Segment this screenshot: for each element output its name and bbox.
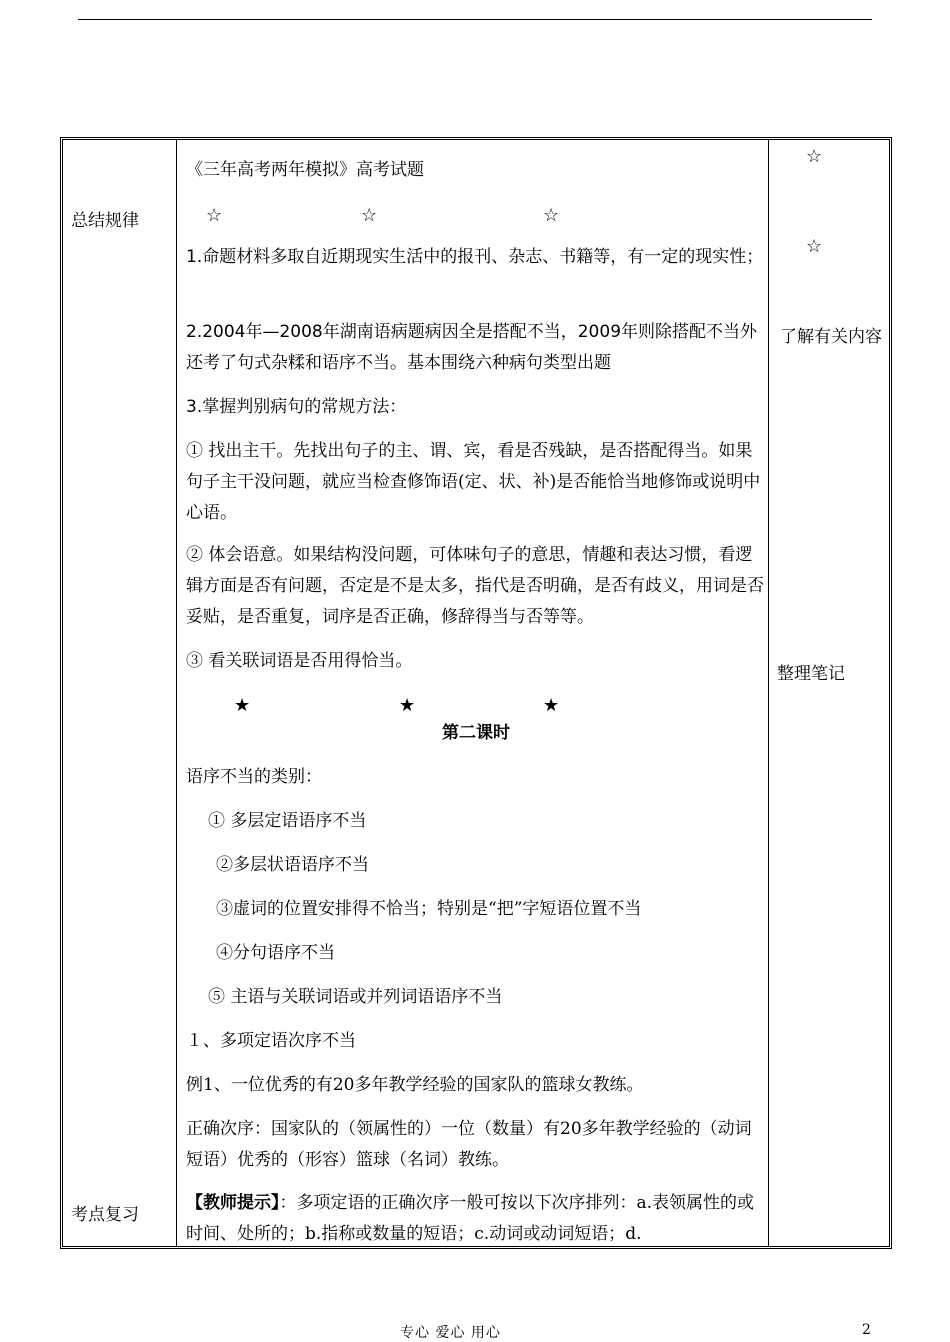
note-star-2: ☆ bbox=[806, 236, 823, 257]
hollow-star: ☆ bbox=[361, 205, 378, 226]
hollow-star: ☆ bbox=[206, 205, 223, 226]
point-1: 1.命题材料多取自近期现实生活中的报刊、杂志、书籍等，有一定的现实性； bbox=[186, 247, 764, 267]
point-2: 2.2004年—2008年湖南语病题病因全是搭配不当，2009年则除搭配不当外还考了句式杂糅和语序不当。基本围绕六种病句类型出题 bbox=[186, 322, 758, 373]
content-column bbox=[186, 140, 766, 1245]
method-2: ② 体会语意。如果结构没问题，可体味句子的意思，情趣和表达习惯，看逻辑方面是否有问题，否定是不是太多，指代是否明确，是否有歧义，用词是否妥贴，是否重复，词序是否正确，修辞得当与否等等。 bbox=[186, 545, 764, 627]
category-item: ②多层状语语序不当 bbox=[216, 855, 369, 875]
column-divider-right bbox=[768, 140, 769, 1246]
solid-star: ★ bbox=[399, 695, 416, 716]
solid-star: ★ bbox=[234, 695, 251, 716]
column-divider-left bbox=[176, 140, 177, 1246]
solid-star: ★ bbox=[543, 695, 560, 716]
header-rule bbox=[78, 19, 872, 20]
method-1: ① 找出主干。先找出句子的主、谓、宾，看是否残缺，是否搭配得当。如果句子主干没问题，就应当检查修饰语(定、状、补)是否能恰当地修饰或说明中心语。 bbox=[186, 441, 761, 523]
note-understand: 了解有关内容 bbox=[780, 327, 882, 347]
teacher-tip-label: 【教师提示】 bbox=[186, 1193, 280, 1213]
page-number: 2 bbox=[862, 1322, 871, 1338]
teacher-tip bbox=[186, 1188, 766, 1250]
solid-stars-row bbox=[186, 690, 766, 721]
example-1: 例1、一位优秀的有20多年教学经验的国家队的篮球女教练。 bbox=[186, 1075, 644, 1095]
category-item: ⑤ 主语与关联词语或并列词语语序不当 bbox=[208, 987, 503, 1007]
teacher-tip-text: ：多项定语的正确次序一般可按以下次序排列：a.表领属性的或时间、处所的；b.指称或数量的短语；c.动词或动词短语；d. bbox=[186, 1193, 755, 1244]
lesson-plan-table bbox=[60, 137, 892, 1249]
section-1-heading: １、多项定语次序不当 bbox=[186, 1031, 356, 1051]
source-title: 《三年高考两年模拟》高考试题 bbox=[186, 160, 424, 180]
hollow-star: ☆ bbox=[543, 205, 560, 226]
category-item: ① 多层定语语序不当 bbox=[208, 811, 367, 831]
note-star-1: ☆ bbox=[806, 146, 823, 167]
point-3: 3.掌握判别病句的常规方法： bbox=[186, 397, 407, 417]
label-review: 考点复习 bbox=[71, 1205, 139, 1225]
categories-heading: 语序不当的类别： bbox=[186, 767, 322, 787]
hollow-stars-row bbox=[186, 200, 766, 231]
lesson-title: 第二课时 bbox=[442, 723, 510, 743]
category-item: ④分句语序不当 bbox=[216, 943, 335, 963]
correct-order: 正确次序：国家队的（领属性的）一位（数量）有20多年教学经验的（动词短语）优秀的（形容）篮球（名词）教练。 bbox=[186, 1119, 752, 1170]
footer-motto: 专心 爱心 用心 bbox=[400, 1325, 501, 1341]
label-summary: 总结规律 bbox=[71, 211, 139, 231]
note-organize: 整理笔记 bbox=[777, 664, 845, 684]
category-item: ③虚词的位置安排得不恰当；特别是“把”字短语位置不当 bbox=[216, 899, 642, 919]
method-3: ③ 看关联词语是否用得恰当。 bbox=[186, 651, 413, 671]
